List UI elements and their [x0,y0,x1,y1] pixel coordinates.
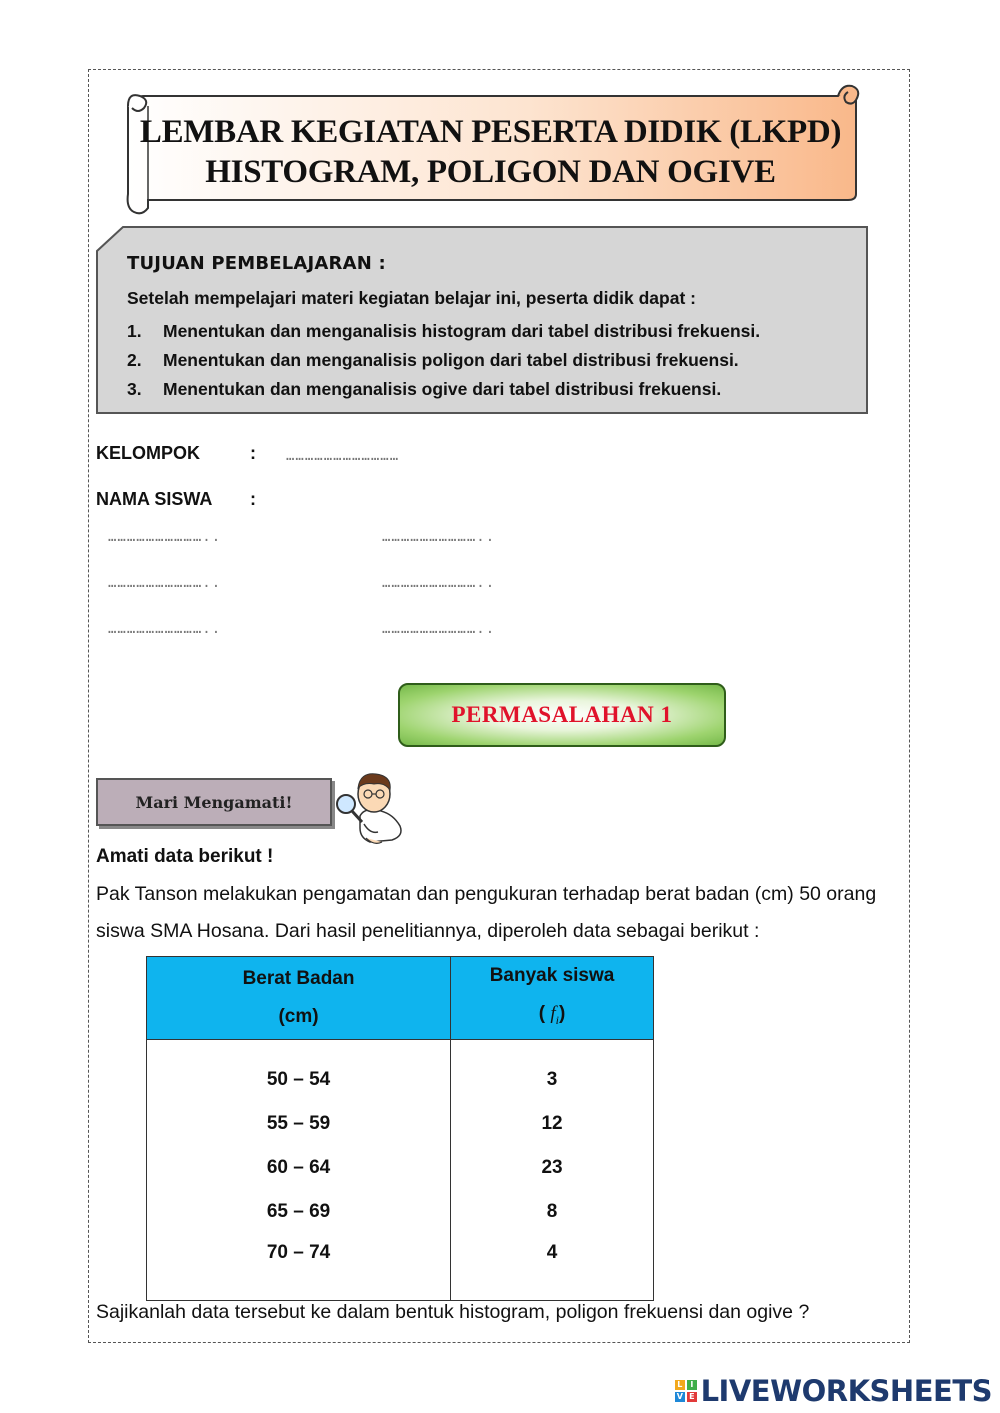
table-row [147,1146,654,1190]
watermark-text: LIVEWORKSHEETS [700,1374,992,1408]
title-line-1: LEMBAR KEGIATAN PESERTA DIDIK (LKPD) [139,114,842,150]
objective-item: 2. Menentukan dan menganalisis poligon dari tabel distribusi frekuensi. [127,350,739,370]
objectives-list [127,317,867,404]
objective-item: 3. Menentukan dan menganalisis ogive dari tabel distribusi frekuensi. [127,379,722,399]
weight-cell: 60 – 64 [147,1146,451,1190]
group-input[interactable]: ……………………………… [286,448,400,464]
count-cell: 8 [451,1190,654,1234]
observe-badge: Mari Mengamati! [96,778,332,826]
count-cell: 4 [451,1234,654,1301]
weight-cell: 70 – 74 [147,1234,451,1301]
student-name-input-3[interactable]: ………………………….. [108,575,222,591]
liveworksheets-watermark[interactable] [675,1374,992,1408]
frequency-column-header: Banyak siswa ( $f_i$) [451,957,654,1040]
frequency-symbol: ( $f_i$) [538,1003,566,1027]
table-header-row [147,957,654,1040]
student-name-label: NAMA SISWA [96,489,213,509]
table-row [147,1234,654,1301]
title-line-2: HISTOGRAM, POLIGON DAN OGIVE [205,154,776,190]
weight-column-header: Berat Badan (cm) [147,957,451,1040]
learning-objectives-box [95,225,870,417]
question-text: Sajikanlah data tersebut ke dalam bentuk histogram, poligon frekuensi dan ogive ? [96,1301,810,1323]
objectives-intro: Setelah mempelajari materi kegiatan belajar ini, peserta didik dapat : [127,288,696,308]
instruction-text: Amati data berikut ! [96,846,274,867]
count-cell: 23 [451,1146,654,1190]
student-name-input-6[interactable]: ………………………….. [382,621,496,637]
problem-1-banner: PERMASALAHAN 1 [398,683,726,747]
weight-cell: 55 – 59 [147,1102,451,1146]
worksheet-title [138,112,843,192]
table-row [147,1102,654,1146]
student-name-input-1[interactable]: ………………………….. [108,529,222,545]
table-row [147,1190,654,1234]
table-row [147,1039,654,1102]
frequency-table [146,956,654,1301]
student-name-input-5[interactable]: ………………………….. [108,621,222,637]
objective-item: 1. Menentukan dan menganalisis histogram dari tabel distribusi frekuensi. [127,321,761,341]
title-scroll [118,82,863,222]
student-name-input-4[interactable]: ………………………….. [382,575,496,591]
problem-paragraph: Pak Tanson melakukan pengamatan dan pengukuran terhadap berat badan (cm) 50 orang siswa SMA Hosana. Dari hasil penelitiannya, diperoleh data sebagai berikut : [96,883,877,942]
count-cell: 12 [451,1102,654,1146]
count-cell: 3 [451,1039,654,1102]
student-name-input-2[interactable]: ………………………….. [382,529,496,545]
group-colon: : [250,443,256,463]
group-label: KELOMPOK [96,443,201,463]
weight-cell: 50 – 54 [147,1039,451,1102]
student-name-colon: : [250,489,256,509]
objectives-title: TUJUAN PEMBELAJARAN : [127,253,386,274]
weight-cell: 65 – 69 [147,1190,451,1234]
liveworksheets-logo-icon: L I V E [675,1380,697,1402]
student-magnifier-icon [330,768,410,848]
